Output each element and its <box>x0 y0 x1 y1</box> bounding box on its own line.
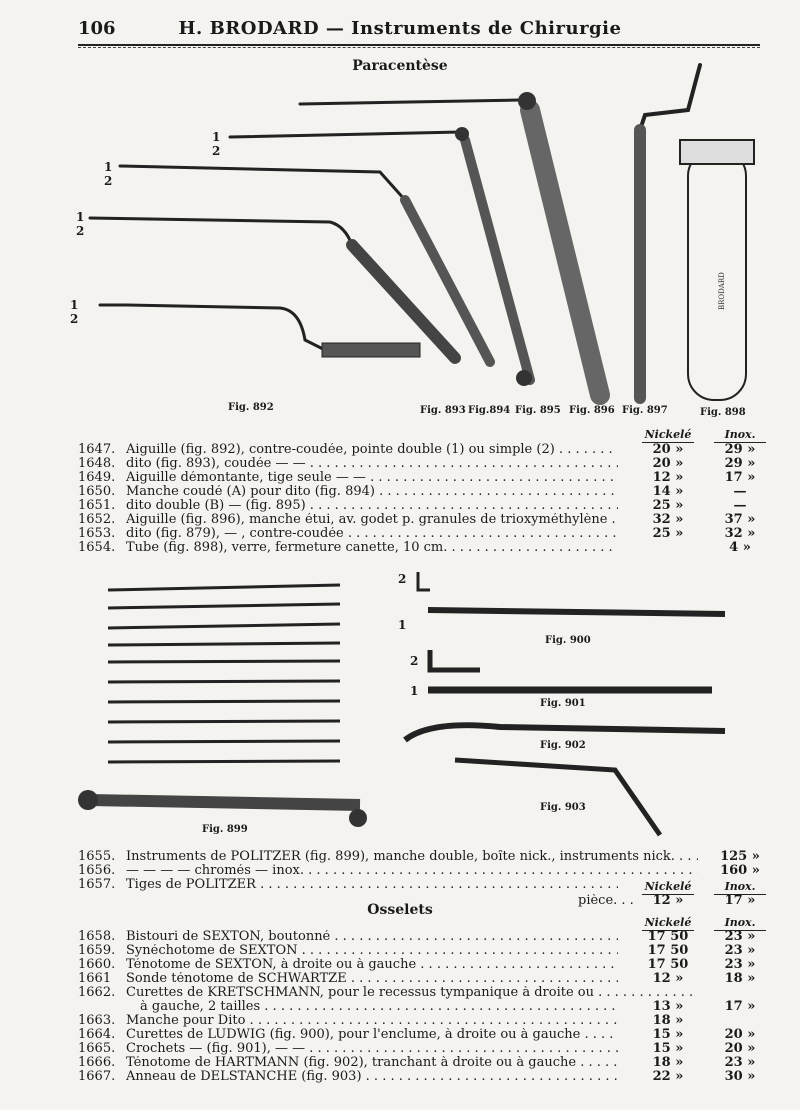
ball-895 <box>455 127 469 141</box>
page-title: H. BRODARD — Instruments de Chirurgie <box>178 18 622 39</box>
handle-894 <box>405 200 490 362</box>
item-description: dito double (B) — (fig. 895) . . . <box>126 499 618 513</box>
glass-tube-898 <box>688 150 746 400</box>
column-header-nickele: Nickelé <box>638 916 698 929</box>
fig-label-896: Fig. 896 <box>569 405 615 416</box>
item-number: 1660. <box>78 957 116 972</box>
marker-2: 2 <box>76 224 85 238</box>
item-description: Instruments de POLITZER (fig. 899), manche double, boîte nick., instruments nick. . . . <box>126 850 698 864</box>
item-number: 1656. <box>78 863 116 878</box>
item-number: 1657. <box>78 877 116 892</box>
ball-896 <box>518 92 536 110</box>
politzer-tip-6 <box>108 681 340 682</box>
item-description: Synéchotome de SEXTON . . . <box>126 944 618 958</box>
price-row <box>78 1056 758 1070</box>
item-description: Curettes de KRETSCHMANN, pour le recessus tympanique à droite ou . . . <box>126 986 698 1000</box>
column-header-nickele: Nickelé <box>638 428 698 441</box>
price-inox: — <box>733 484 747 499</box>
tube-closure-898 <box>680 140 754 164</box>
politzer-handle-end-left <box>78 790 98 810</box>
price-row <box>78 850 758 864</box>
price-row <box>78 485 758 499</box>
price-inox: 29 » <box>724 456 756 471</box>
marker-2: 2 <box>104 174 113 188</box>
politzer-tip-5 <box>108 661 340 662</box>
item-number: 1652. <box>78 512 116 527</box>
marker-1: 1 <box>70 298 79 312</box>
item-description: Tiges de POLITZER . . . <box>126 878 618 892</box>
item-description: — — — — chromés — inox. . . . <box>126 864 698 878</box>
price-nickele: 15 » <box>652 1027 684 1042</box>
item-description: Crochets — (fig. 901), — — . . . <box>126 1042 618 1056</box>
price-nickele: 25 » <box>652 526 684 541</box>
price-nickele: 17 50 <box>647 943 689 958</box>
item-number: 1659. <box>78 943 116 958</box>
fig-label-898: Fig. 898 <box>700 407 746 418</box>
item-description: Ténotome de HARTMANN (fig. 902), tranchant à droite ou à gauche . . . <box>126 1056 618 1070</box>
price-nickele: 13 » <box>652 999 684 1014</box>
price-row <box>78 930 758 944</box>
fig-label-894: Fig.894 <box>468 405 511 416</box>
price-inox: 18 » <box>724 971 756 986</box>
needle-893 <box>90 218 352 245</box>
price-row <box>78 864 758 878</box>
price-inox: 30 » <box>724 1069 756 1084</box>
politzer-tip-10 <box>108 761 340 762</box>
item-number: 1651. <box>78 498 116 513</box>
item-number: 1653. <box>78 526 116 541</box>
price-inox: 17 » <box>724 470 756 485</box>
price-inox: 20 » <box>724 1027 756 1042</box>
price-row <box>78 1070 758 1084</box>
item-description: Bistouri de SEXTON, boutonné . . . <box>126 930 618 944</box>
section-title-paracentese: Paracentèse <box>352 58 448 74</box>
handle-892 <box>322 343 420 357</box>
price-inox: 17 » <box>724 893 756 908</box>
fig-label-901: Fig. 901 <box>540 698 586 709</box>
price-nickele: 22 » <box>652 1069 684 1084</box>
handle-896 <box>530 110 600 395</box>
item-number: 1658. <box>78 929 116 944</box>
price-nickele: 32 » <box>652 512 684 527</box>
price-inox: 160 » <box>720 863 760 878</box>
price-inox: 37 » <box>724 512 756 527</box>
politzer-tip-4 <box>108 643 340 645</box>
fig-label-897: Fig. 897 <box>622 405 668 416</box>
price-row <box>78 1014 758 1028</box>
item-description: Aiguille (fig. 896), manche étui, av. godet p. granules de trioxyméthylène . . . <box>126 513 618 527</box>
price-row <box>78 1000 758 1014</box>
price-nickele: 25 » <box>652 498 684 513</box>
price-inox: 17 » <box>724 999 756 1014</box>
price-row <box>78 527 758 541</box>
price-inox: 23 » <box>724 957 756 972</box>
column-header-inox: Inox. <box>710 916 770 929</box>
curette-900 <box>428 610 725 614</box>
marker-1: 1 <box>212 130 221 144</box>
price-inox: 23 » <box>724 943 756 958</box>
price-nickele: 12 » <box>652 470 684 485</box>
price-inox: 23 » <box>724 929 756 944</box>
item-number: 1655. <box>78 849 116 864</box>
price-row <box>78 471 758 485</box>
marker-1: 1 <box>76 210 85 224</box>
tenotome-902 <box>405 725 725 740</box>
item-description: Manche pour Dito . . . <box>126 1014 618 1028</box>
price-row <box>78 986 758 1000</box>
price-row <box>78 1028 758 1042</box>
needle-892 <box>100 305 325 350</box>
price-row <box>78 541 758 555</box>
price-inox: 125 » <box>720 849 760 864</box>
tube-engraving: BRODARD <box>718 272 726 310</box>
ball-895-end <box>516 370 532 386</box>
price-nickele: 18 » <box>652 1013 684 1028</box>
needle-896 <box>300 100 520 104</box>
item-description: Ténotome de SEXTON, à droite ou à gauche . . . <box>126 958 618 972</box>
item-description: Tube (fig. 898), verre, fermeture canette, 10 cm. . . . <box>126 541 618 555</box>
price-inox: 4 » <box>729 540 751 555</box>
item-number: 1667. <box>78 1069 116 1084</box>
price-row <box>78 958 758 972</box>
price-nickele: 18 » <box>652 1055 684 1070</box>
item-number: 1650. <box>78 484 116 499</box>
price-nickele: 12 » <box>652 893 684 908</box>
needle-895 <box>230 132 460 137</box>
politzer-tip-9 <box>108 741 340 742</box>
handle-895 <box>465 140 530 380</box>
item-number: 1662. <box>78 985 116 1000</box>
item-number: 1648. <box>78 456 116 471</box>
politzer-tip-1 <box>108 585 340 590</box>
price-inox: — <box>733 498 747 513</box>
crochet-901-variant <box>430 650 480 670</box>
item-number: 1666. <box>78 1055 116 1070</box>
price-inox: 23 » <box>724 1055 756 1070</box>
item-description: Sonde ténotome de SCHWARTZE . . . <box>126 972 618 986</box>
price-row <box>78 457 758 471</box>
item-number: 1661 <box>78 971 112 986</box>
needle-897 <box>640 65 700 130</box>
item-description: dito (fig. 879), — , contre-coudée . . . <box>126 527 618 541</box>
price-inox: 29 » <box>724 442 756 457</box>
fig-label-895: Fig. 895 <box>515 405 561 416</box>
section-title-osselets: Osselets <box>367 902 433 918</box>
politzer-handle-end-right <box>349 809 367 827</box>
item-description: Aiguille démontante, tige seule — — . . . <box>126 471 618 485</box>
curette-900-variant <box>418 572 430 590</box>
price-nickele: 14 » <box>652 484 684 499</box>
marker-1: 1 <box>104 160 113 174</box>
fig-label-892: Fig. 892 <box>228 402 274 413</box>
politzer-handle-899 <box>90 800 360 805</box>
marker-2: 2 <box>70 312 79 326</box>
price-row <box>78 944 758 958</box>
item-description: Aiguille (fig. 892), contre-coudée, pointe double (1) ou simple (2) . . . <box>126 443 618 457</box>
fig-label-902: Fig. 902 <box>540 740 586 751</box>
item-description: pièce. . . . <box>578 894 638 908</box>
price-row <box>78 1042 758 1056</box>
marker-2: 2 <box>398 572 407 586</box>
fig-label-899: Fig. 899 <box>202 824 248 835</box>
item-number: 1664. <box>78 1027 116 1042</box>
fig-label-900: Fig. 900 <box>545 635 591 646</box>
price-row <box>78 972 758 986</box>
anneau-903 <box>455 760 660 835</box>
fig-label-893: Fig. 893 <box>420 405 466 416</box>
item-description: Curettes de LUDWIG (fig. 900), pour l'enclume, à droite ou à gauche . . . <box>126 1028 618 1042</box>
price-nickele: 17 50 <box>647 957 689 972</box>
fig-label-903: Fig. 903 <box>540 802 586 813</box>
item-number: 1654. <box>78 540 116 555</box>
marker-2: 2 <box>410 654 419 668</box>
item-description: à gauche, 2 tailles . . . <box>140 1000 618 1014</box>
politzer-tip-8 <box>108 721 340 722</box>
price-nickele: 17 50 <box>647 929 689 944</box>
column-header-nickele: Nickelé <box>638 880 698 893</box>
item-description: dito (fig. 893), coudée — — . . . <box>126 457 618 471</box>
page-number: 106 <box>78 18 116 39</box>
price-row <box>78 499 758 513</box>
price-inox: 32 » <box>724 526 756 541</box>
price-inox: 20 » <box>724 1041 756 1056</box>
marker-2: 2 <box>212 144 221 158</box>
item-description: Anneau de DELSTANCHE (fig. 903) . . . <box>126 1070 618 1084</box>
item-description: Manche coudé (A) pour dito (fig. 894) . . . <box>126 485 618 499</box>
price-nickele: 15 » <box>652 1041 684 1056</box>
needle-894 <box>120 166 405 200</box>
price-nickele: 12 » <box>652 971 684 986</box>
item-number: 1647. <box>78 442 116 457</box>
item-number: 1663. <box>78 1013 116 1028</box>
price-nickele: 20 » <box>652 442 684 457</box>
politzer-tip-7 <box>108 701 340 702</box>
item-number: 1649. <box>78 470 116 485</box>
price-nickele: 20 » <box>652 456 684 471</box>
marker-1: 1 <box>398 618 407 632</box>
politzer-tip-2 <box>108 604 340 608</box>
politzer-tip-3 <box>108 624 340 628</box>
column-header-inox: Inox. <box>710 428 770 441</box>
price-row <box>78 443 758 457</box>
column-header-inox: Inox. <box>710 880 770 893</box>
price-row <box>78 513 758 527</box>
item-number: 1665. <box>78 1041 116 1056</box>
marker-1: 1 <box>410 684 419 698</box>
